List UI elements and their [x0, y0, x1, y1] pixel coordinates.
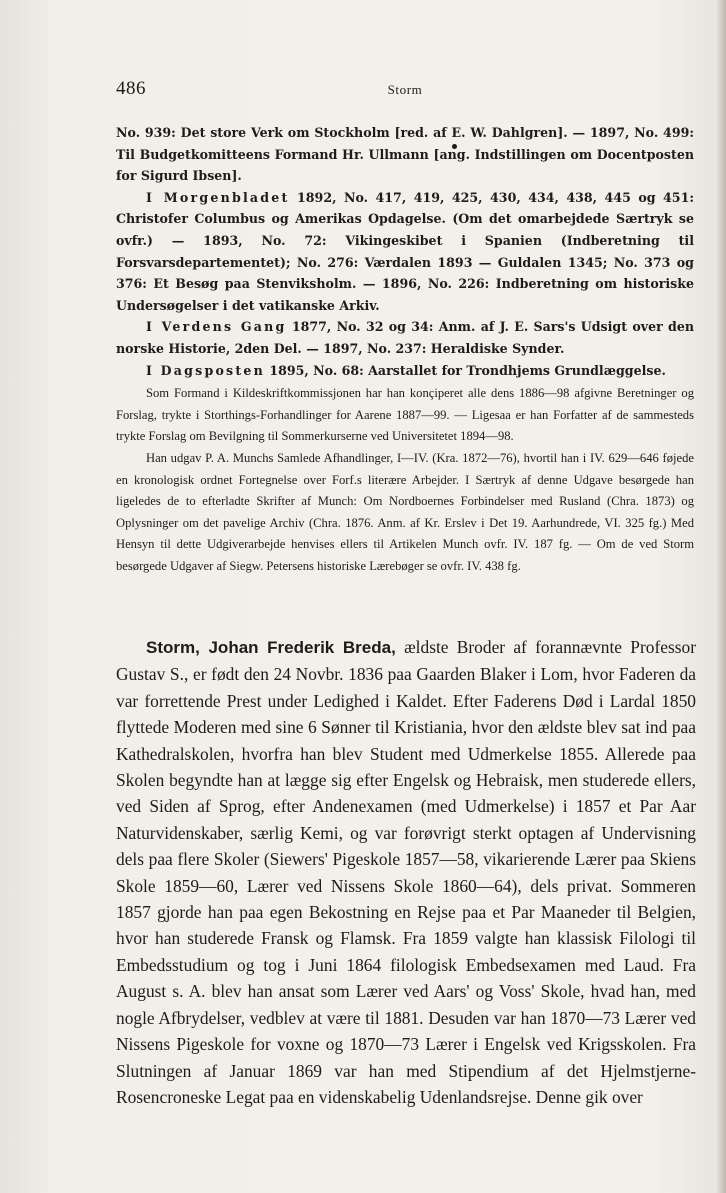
entry-text: ældste Broder af forannævnte Professor Gustav S., er født den 24 Novbr. 1836 paa Gaarden Blaker i Lom, hvor Faderen da var forrettende Prest under Ledighed i Kaldet. Efter Faderens Død i Lardal 1850 flyttede Moderen med sine 6 Sønner til Kristiania, hvor den ældste blev sat ind paa Kathedralskolen, hvorfra han blev Student med Udmerkelse 1855. Allerede paa Skolen begyndte han at lægge sig efter Engelsk og Hebraisk, men studerede ellers, ved Siden af Sprog, efter Andenexamen (med Udmerkelse) i 1857 et Par Aar Naturvidenskaber, særlig Kemi, og var forøvrigt sterkt optagen af Undervisning dels paa flere Skoler (Siewers' Pigeskole 1857—58, vikarierende Lærer paa Skiens Skole 1859—60, Lærer ved Nissens Skole 1860—64), dels privat. Sommeren 1857 gjorde han paa egen Bekostning en Rejse paa et Par Maaneder til Belgien, hvor han studerede Fransk og Flamsk. Fra 1859 valgte han klassisk Filologi til Embedsstudium og tog i Juni 1864 filologisk Embedsexamen med Laud. Fra August s. A. blev han ansat som Lærer ved Aars' og Voss' Skole, hvad han, med nogle Afbrydelser, vedblev at være til 1881. Desuden var han 1870—73 Lærer ved Nissens Pigeskole for voxne og 1870—73 Lærer i Engelsk ved Krigsskolen. Fra Slutningen af Januar 1869 var han med Stipendium af det Hjelmstjerne-Rosencroneske Legat paa en videnskabelig Udenlandsrejse. Denne gik over [116, 637, 696, 1107]
source-morgenbladet: I Morgenbladet [146, 189, 290, 205]
biblio-paragraph-4-text: 1895, No. 68: Aarstallet for Trondhjems Grundlæggelse. [269, 362, 666, 378]
entry-name: Storm, Johan Frederik Breda, [146, 638, 396, 657]
biography-entry [116, 634, 696, 1110]
page-header [116, 76, 694, 106]
page-edge-shadow [716, 0, 726, 1193]
biblio-paragraph-2 [116, 187, 694, 317]
biblio-paragraph-2-text: 1892, No. 417, 419, 425, 430, 434, 438, 445 og 451: Christofer Columbus og Amerikas Opdagelse. (Om det omarbejdede Særtryk se ovfr.) — 1893, No. 72: Vikingeskibet i Spanien (Indberetning til Forsvarsdepartementet); No. 276: Værdalen 1893 — Guldalen 1345; No. 373 og 376: Et Besøg paa Stenviksholm. — 1896, No. 226: Indberetning om historiske Undersøgelser i det vatikanske Arkiv. [116, 189, 694, 313]
entry-paragraph [116, 634, 696, 1110]
biblio-paragraph-1: No. 939: Det store Verk om Stockholm [red. af E. W. Dahlgren]. — 1897, No. 499: Til Budgetkomitteens Formand Hr. Ullmann [ang. Indstillingen om Docentposten for Sigurd Ibsen]. [116, 125, 694, 184]
source-verdens-gang: I Verdens Gang [146, 319, 287, 335]
biblio-paragraph-5: Som Formand i Kildeskriftkommissjonen har han konçiperet alle dens 1886—98 afgivne Beretninger og Forslag, trykte i Storthings-Forhandlinger for Aarene 1887—99. — Ligesaa er han Forfatter af de sammesteds trykte Forslag om Bevilgning til Sommerkurserne ved Universitetet 1894—98. [116, 386, 694, 444]
source-dagsposten: I Dagsposten [146, 362, 265, 378]
running-head: Storm [387, 82, 423, 97]
page-number: 486 [116, 78, 146, 99]
biblio-paragraph-4 [116, 360, 694, 382]
biblio-paragraph-3 [116, 316, 694, 359]
biblio-paragraph-3-text: 1877, No. 32 og 34: Anm. af J. E. Sars's Udsigt over den norske Historie, 2den Del. — 1897, No. 237: Heraldiske Synder. [116, 319, 694, 356]
bibliography-section [116, 122, 694, 577]
biblio-notes [116, 383, 694, 577]
biblio-paragraph-6: Han udgav P. A. Munchs Samlede Afhandlinger, I—IV. (Kra. 1872—76), hvortil han i IV. 629—646 føjede en kronologisk ordnet Fortegnelse over Forf.s literære Arbejder. I Særtryk af denne Udgave besørgede han ligeledes de to efterladte Skrifter af Munch: Om Nordboernes Forbindelser med Rusland (Chra. 1873) og Oplysninger om det pavelige Archiv (Chra. 1876. Anm. af Kr. Erslev i Det 19. Aarhundrede, VI. 325 fg.) Med Hensyn til dette Udgiverarbejde henvises ellers til Artikelen Munch ovfr. IV. 187 fg. — Om de ved Storm besørgede Udgaver af Siegw. Petersens historiske Lærebøger se ovfr. IV. 438 fg. [116, 450, 694, 573]
